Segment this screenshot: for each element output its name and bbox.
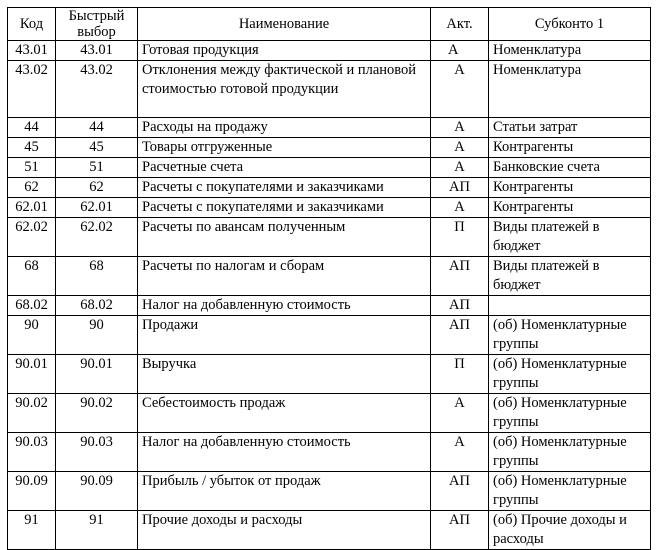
cell-code: 45 — [8, 138, 56, 158]
table-row — [8, 41, 651, 61]
table-row — [8, 158, 651, 178]
cell-akt: А — [431, 433, 489, 472]
table-row — [8, 433, 651, 472]
table-row — [8, 138, 651, 158]
cell-name: Расходы на продажу — [138, 118, 431, 138]
cell-akt: А — [431, 394, 489, 433]
cell-subconto: Номенклатура — [489, 61, 651, 118]
cell-quick: 90.03 — [56, 433, 138, 472]
cell-code: 44 — [8, 118, 56, 138]
table-row — [8, 355, 651, 394]
cell-subconto: Контрагенты — [489, 198, 651, 218]
cell-akt: А — [431, 158, 489, 178]
header-akt: Акт. — [431, 8, 489, 41]
cell-name: Расчеты с покупателями и заказчиками — [138, 178, 431, 198]
table-row — [8, 218, 651, 257]
cell-code: 62.02 — [8, 218, 56, 257]
cell-code: 90.09 — [8, 472, 56, 511]
cell-quick: 43.02 — [56, 61, 138, 118]
cell-subconto: (об) Номенклатурные группы — [489, 355, 651, 394]
cell-akt: АП — [431, 296, 489, 316]
cell-name: Расчетные счета — [138, 158, 431, 178]
cell-code: 90.02 — [8, 394, 56, 433]
table-row — [8, 296, 651, 316]
cell-subconto: Статьи затрат — [489, 118, 651, 138]
cell-name: Товары отгруженные — [138, 138, 431, 158]
cell-subconto: (об) Номенклатурные группы — [489, 316, 651, 355]
cell-subconto: (об) Номенклатурные группы — [489, 394, 651, 433]
cell-code: 91 — [8, 511, 56, 550]
cell-subconto: Виды платежей в бюджет — [489, 218, 651, 257]
cell-akt: АП — [431, 511, 489, 550]
cell-quick: 62 — [56, 178, 138, 198]
table-row — [8, 511, 651, 550]
cell-subconto: Виды платежей в бюджет — [489, 257, 651, 296]
header-quick-select: Быстрый выбор — [56, 8, 138, 41]
cell-code: 68.02 — [8, 296, 56, 316]
cell-quick: 44 — [56, 118, 138, 138]
cell-subconto: Контрагенты — [489, 138, 651, 158]
table-row — [8, 118, 651, 138]
cell-name: Налог на добавленную стоимость — [138, 296, 431, 316]
table-row — [8, 394, 651, 433]
table-row — [8, 472, 651, 511]
cell-name: Прочие доходы и расходы — [138, 511, 431, 550]
cell-akt: П — [431, 355, 489, 394]
cell-quick: 90.09 — [56, 472, 138, 511]
cell-akt: А — [431, 138, 489, 158]
cell-akt: П — [431, 218, 489, 257]
cell-quick: 68 — [56, 257, 138, 296]
cell-code: 62 — [8, 178, 56, 198]
cell-name: Расчеты по налогам и сборам — [138, 257, 431, 296]
cell-quick: 91 — [56, 511, 138, 550]
cell-akt: А — [431, 198, 489, 218]
accounts-table — [7, 7, 651, 550]
cell-name: Выручка — [138, 355, 431, 394]
cell-quick: 68.02 — [56, 296, 138, 316]
table-header-row — [8, 8, 651, 41]
cell-subconto: (об) Номенклатурные группы — [489, 433, 651, 472]
cell-name: Прибыль / убыток от продаж — [138, 472, 431, 511]
cell-code: 43.02 — [8, 61, 56, 118]
cell-subconto: Банковские счета — [489, 158, 651, 178]
table-row — [8, 257, 651, 296]
cell-quick: 45 — [56, 138, 138, 158]
cell-quick: 43.01 — [56, 41, 138, 61]
cell-subconto: Контрагенты — [489, 178, 651, 198]
cell-name: Продажи — [138, 316, 431, 355]
cell-quick: 90.02 — [56, 394, 138, 433]
cell-code: 90.01 — [8, 355, 56, 394]
cell-quick: 62.02 — [56, 218, 138, 257]
cell-akt: АП — [431, 316, 489, 355]
cell-code: 43.01 — [8, 41, 56, 61]
header-subconto: Субконто 1 — [489, 8, 651, 41]
cell-name: Отклонения между фактической и плановой стоимостью готовой продукции — [138, 61, 431, 118]
cell-name: Расчеты с покупателями и заказчиками — [138, 198, 431, 218]
table-row — [8, 316, 651, 355]
header-name: Наименование — [138, 8, 431, 41]
cell-subconto: (об) Номенклатурные группы — [489, 472, 651, 511]
cell-code: 90 — [8, 316, 56, 355]
cell-subconto: Номенклатура — [489, 41, 651, 61]
cell-quick: 51 — [56, 158, 138, 178]
table-row — [8, 61, 651, 118]
cell-subconto: (об) Прочие доходы и расходы — [489, 511, 651, 550]
cell-name: Себестоимость продаж — [138, 394, 431, 433]
cell-quick: 90.01 — [56, 355, 138, 394]
cell-subconto — [489, 296, 651, 316]
cell-name: Готовая продукция — [138, 41, 431, 61]
cell-akt: А — [431, 41, 489, 61]
cell-akt: А — [431, 118, 489, 138]
cell-akt: АП — [431, 178, 489, 198]
cell-quick: 62.01 — [56, 198, 138, 218]
cell-code: 90.03 — [8, 433, 56, 472]
cell-akt: А — [431, 61, 489, 118]
cell-code: 68 — [8, 257, 56, 296]
header-code: Код — [8, 8, 56, 41]
cell-code: 62.01 — [8, 198, 56, 218]
table-row — [8, 178, 651, 198]
cell-quick: 90 — [56, 316, 138, 355]
cell-akt: АП — [431, 257, 489, 296]
cell-code: 51 — [8, 158, 56, 178]
cell-akt: АП — [431, 472, 489, 511]
cell-name: Расчеты по авансам полученным — [138, 218, 431, 257]
cell-name: Налог на добавленную стоимость — [138, 433, 431, 472]
table-row — [8, 198, 651, 218]
